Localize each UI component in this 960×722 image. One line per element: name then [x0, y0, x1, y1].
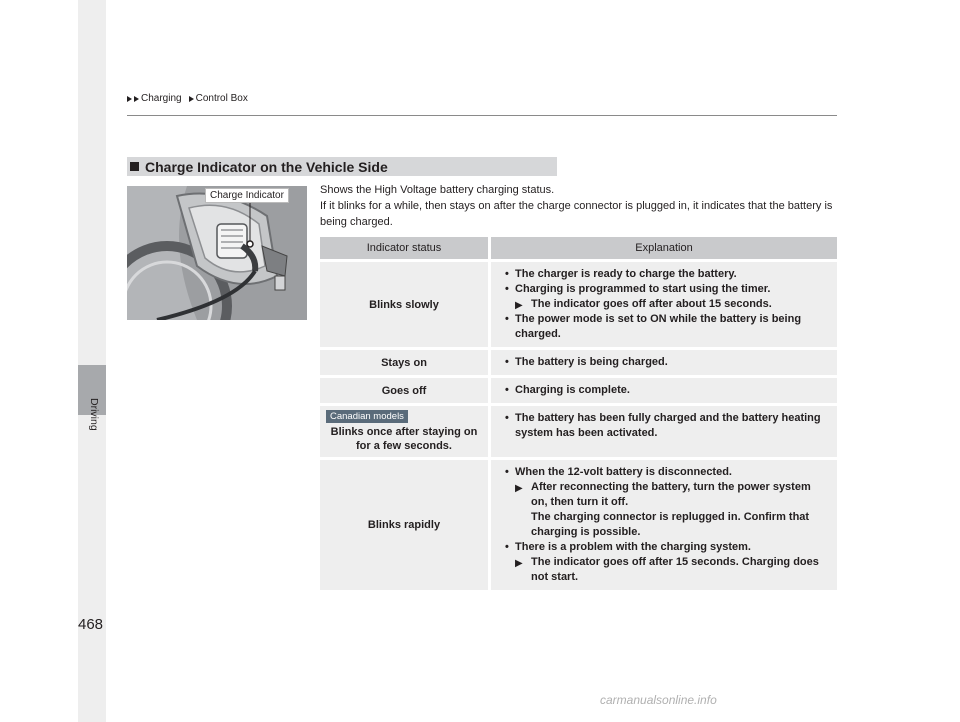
table-row	[320, 378, 837, 403]
breadcrumb	[127, 93, 248, 104]
intro-text	[320, 182, 840, 230]
list-item: • The charger is ready to charge the battery.	[505, 267, 829, 282]
breadcrumb-item-control-box[interactable]: Control Box	[195, 93, 248, 104]
indicator-table	[320, 234, 837, 593]
list-item: • Charging is complete.	[505, 383, 829, 398]
status-cell: Stays on	[320, 350, 491, 375]
charge-port-illustration	[127, 186, 307, 320]
list-item: • When the 12-volt battery is disconnected. ▶ After reconnecting the battery, turn the power system on, then turn it off. The charging connector is replugged in. Confirm that charging is possible.	[505, 465, 829, 540]
status-cell	[320, 406, 491, 457]
side-tab-background	[78, 0, 106, 722]
section-title: Charge Indicator on the Vehicle Side	[145, 158, 388, 175]
list-item: • Charging is programmed to start using the timer. ▶ The indicator goes off after about 15 seconds.	[505, 282, 829, 312]
table-row	[320, 262, 837, 347]
page-number: 468	[78, 616, 104, 633]
sub-item: The indicator goes off after about 15 seconds.	[531, 298, 772, 310]
column-header-explanation: Explanation	[491, 237, 837, 259]
breadcrumb-item-charging[interactable]: Charging	[141, 93, 182, 104]
arrow-right-icon: ▶	[515, 558, 523, 569]
intro-line-2: If it blinks for a while, then stays on after the charge connector is plugged in, it indicates that the battery is being charged.	[320, 200, 833, 228]
breadcrumb-arrow-icon	[134, 96, 139, 102]
square-bullet-icon	[130, 162, 139, 171]
arrow-right-icon: ▶	[515, 300, 523, 311]
status-label: Blinks once after staying on for a few seconds.	[330, 426, 478, 452]
column-header-indicator-status: Indicator status	[320, 237, 491, 259]
charge-port-image	[127, 186, 307, 320]
canadian-models-badge: Canadian models	[326, 410, 408, 423]
explanation-cell	[491, 460, 837, 590]
section-heading	[127, 157, 557, 176]
list-item: • The battery has been fully charged and the battery heating system has been activated.	[505, 411, 829, 441]
explanation-cell	[491, 406, 837, 457]
list-item: • There is a problem with the charging system. ▶ The indicator goes off after 15 seconds. Charging does not start.	[505, 540, 829, 585]
table-row	[320, 406, 837, 457]
header-rule	[127, 115, 837, 116]
status-cell: Blinks rapidly	[320, 460, 491, 590]
charge-indicator-callout: Charge Indicator	[205, 188, 289, 203]
table-header-row	[320, 237, 837, 259]
status-cell: Blinks slowly	[320, 262, 491, 347]
table-row	[320, 460, 837, 590]
breadcrumb-arrow-icon	[189, 96, 194, 102]
table-row	[320, 350, 837, 375]
intro-line-1: Shows the High Voltage battery charging status.	[320, 184, 555, 196]
side-tab-label: Driving	[88, 398, 100, 431]
list-item: • The battery is being charged.	[505, 355, 829, 370]
arrow-right-icon: ▶	[515, 483, 523, 494]
explanation-cell	[491, 262, 837, 347]
explanation-cell	[491, 350, 837, 375]
sub-item: The charging connector is replugged in. Confirm that charging is possible.	[531, 511, 810, 538]
sub-item: After reconnecting the battery, turn the power system on, then turn it off.	[531, 481, 811, 508]
status-cell: Goes off	[320, 378, 491, 403]
breadcrumb-arrow-icon	[127, 96, 132, 102]
watermark: carmanualsonline.info	[600, 693, 717, 707]
explanation-cell	[491, 378, 837, 403]
list-item: • The power mode is set to ON while the battery is being charged.	[505, 312, 829, 342]
sub-item: The indicator goes off after 15 seconds. Charging does not start.	[531, 556, 819, 583]
